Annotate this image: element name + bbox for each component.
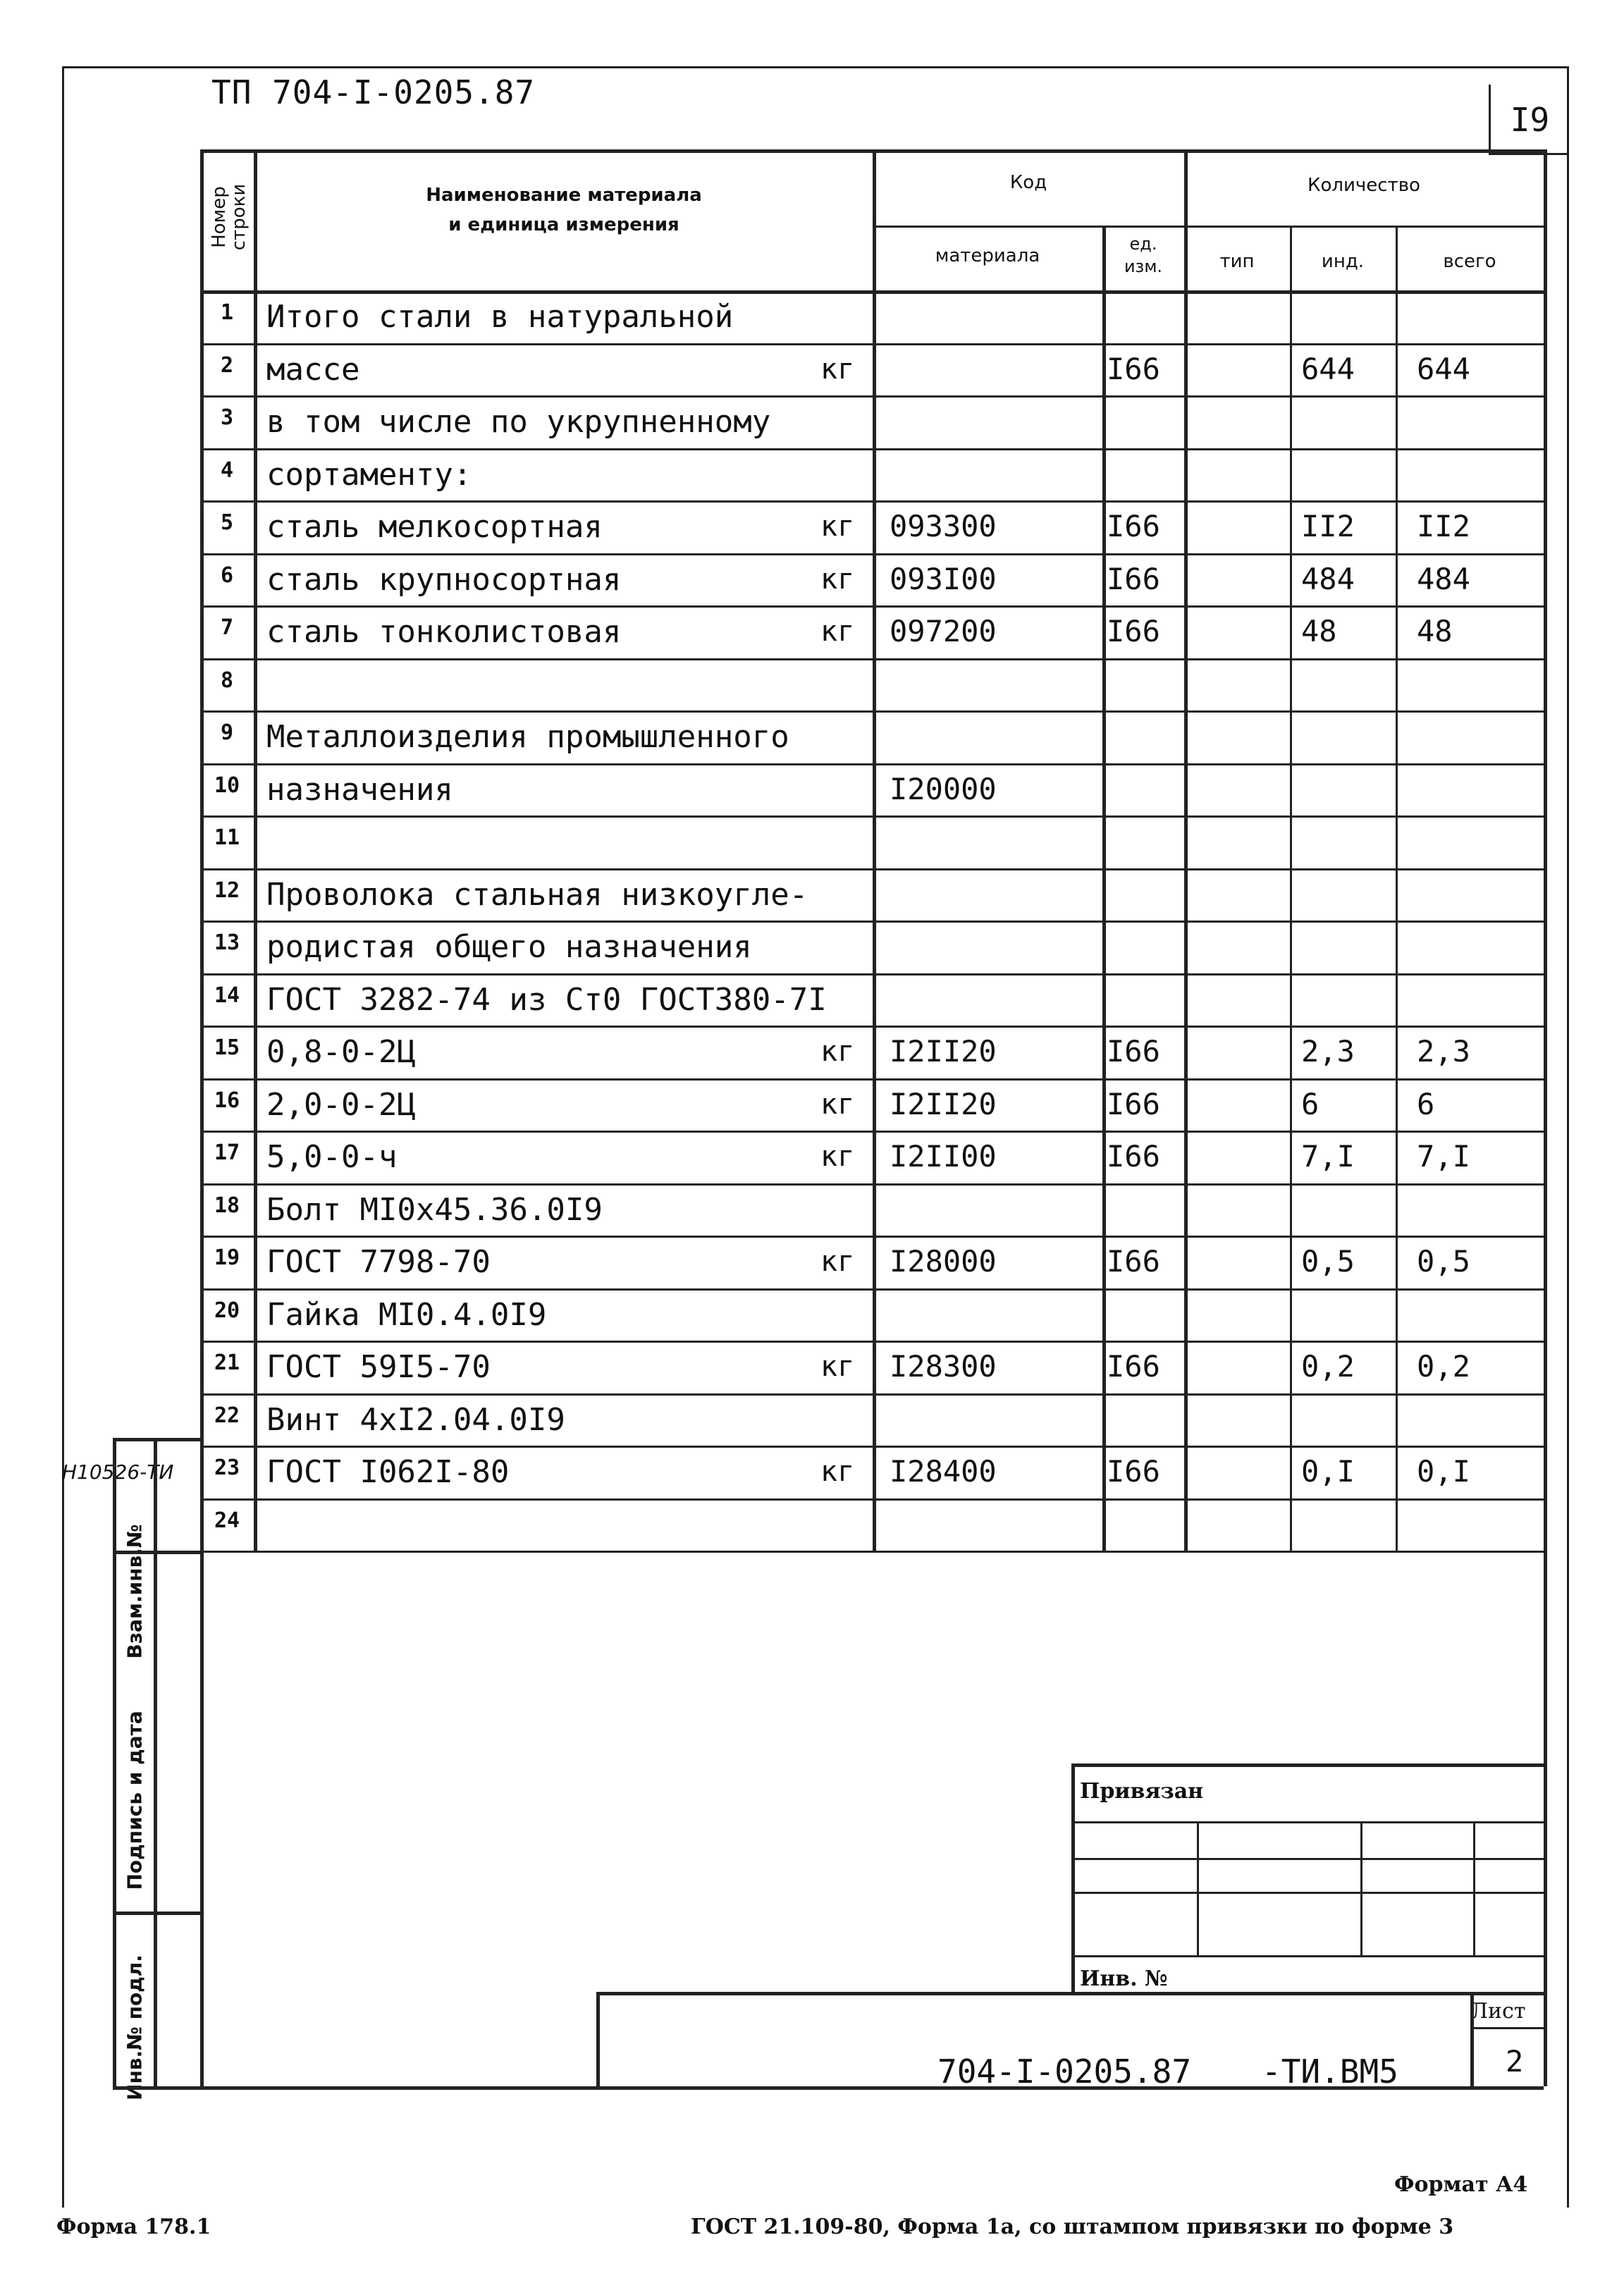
unit-code: I66 bbox=[1107, 1139, 1160, 1174]
binding-stamp-top bbox=[1071, 1763, 1544, 1767]
row-line bbox=[200, 1131, 1544, 1133]
material-name: ГОСТ I062I-80 bbox=[266, 1454, 510, 1490]
binding-col bbox=[1473, 1821, 1475, 1955]
material-name: Проволока стальная низкоугле- bbox=[266, 876, 808, 913]
header-code-material: материала bbox=[935, 245, 1040, 266]
binding-row bbox=[1071, 1955, 1544, 1957]
row-number: 18 bbox=[214, 1193, 240, 1218]
title-block-top bbox=[596, 1992, 1544, 1995]
side-stamp-divider bbox=[113, 1551, 200, 1554]
header-qty-type: тип bbox=[1219, 251, 1255, 272]
header-qty-total: всего bbox=[1443, 251, 1496, 272]
row-line bbox=[200, 1341, 1544, 1343]
side-stamp-podpis-data: Подпись и дата bbox=[123, 1711, 147, 1890]
handwritten-inventory-note: Н10526-ТИ bbox=[62, 1460, 174, 1484]
row-number: 16 bbox=[214, 1088, 240, 1113]
row-number: 9 bbox=[220, 720, 234, 745]
material-name: 5,0-0-ч bbox=[266, 1139, 398, 1175]
qty-total-value: 0,I bbox=[1417, 1454, 1470, 1489]
material-name: Винт 4xI2.04.0I9 bbox=[266, 1401, 565, 1438]
qty-ind-value: 0,2 bbox=[1301, 1349, 1355, 1384]
title-block-sheet-label: Лист bbox=[1470, 1999, 1526, 2024]
qty-ind-value: 644 bbox=[1301, 351, 1355, 386]
qty-total-value: 0,5 bbox=[1417, 1244, 1470, 1279]
binding-stamp-left bbox=[1071, 1763, 1075, 1992]
table-left-continued bbox=[200, 1551, 204, 2086]
side-stamp-inner bbox=[154, 1438, 157, 2086]
unit-of-measure: кг bbox=[820, 1455, 855, 1488]
row-number: 14 bbox=[214, 983, 240, 1008]
row-number: 8 bbox=[220, 667, 234, 693]
qty-ind-value: 7,I bbox=[1301, 1139, 1355, 1174]
row-line bbox=[200, 658, 1544, 660]
material-code: I2II20 bbox=[890, 1034, 997, 1069]
material-code: I2II00 bbox=[890, 1139, 997, 1174]
row-number: 3 bbox=[220, 405, 234, 430]
binding-col bbox=[1360, 1821, 1362, 1955]
material-code: 097200 bbox=[890, 614, 997, 648]
row-line bbox=[200, 710, 1544, 713]
qty-ind-value: 48 bbox=[1301, 614, 1337, 648]
qty-total-value: 48 bbox=[1417, 614, 1453, 648]
side-stamp-vzam-inv: Взам.инв.№ bbox=[123, 1524, 147, 1659]
unit-code: I66 bbox=[1107, 1244, 1160, 1279]
code-material-divider bbox=[1102, 226, 1106, 1551]
unit-code: I66 bbox=[1107, 1086, 1160, 1121]
qty-total-value: 644 bbox=[1417, 351, 1470, 386]
unit-code: I66 bbox=[1107, 1454, 1160, 1489]
row-number: 4 bbox=[220, 457, 234, 483]
row-number: 11 bbox=[214, 825, 240, 850]
row-line bbox=[200, 1551, 1544, 1553]
title-block-sheet-divider bbox=[1470, 1992, 1474, 2086]
row-line bbox=[200, 395, 1544, 398]
header-name-line1: Наименование материала bbox=[426, 185, 702, 206]
material-name: Болт MI0x45.36.0I9 bbox=[266, 1191, 603, 1228]
title-block-suffix: -ТИ.ВМ5 bbox=[1262, 2052, 1398, 2091]
row-line bbox=[200, 1498, 1544, 1501]
qty-total-value: 6 bbox=[1417, 1086, 1435, 1121]
title-block-left bbox=[596, 1992, 600, 2086]
row-number: 22 bbox=[214, 1403, 240, 1428]
qty-ind-value: 484 bbox=[1301, 561, 1355, 596]
row-line bbox=[200, 1183, 1544, 1186]
unit-of-measure: кг bbox=[820, 352, 855, 386]
row-number: 6 bbox=[220, 562, 234, 588]
row-line bbox=[200, 1446, 1544, 1448]
table-top-border bbox=[200, 149, 1544, 153]
material-code: 093300 bbox=[890, 509, 997, 543]
table-right-continued bbox=[1544, 1551, 1547, 2086]
row-line bbox=[200, 1236, 1544, 1238]
row-line bbox=[200, 500, 1544, 503]
side-stamp-inv-podl: Инв.№ подл. bbox=[123, 1954, 147, 2100]
qty-total-value: 484 bbox=[1417, 561, 1470, 596]
unit-of-measure: кг bbox=[820, 615, 855, 648]
material-name: сталь тонколистовая bbox=[266, 614, 622, 650]
footer-format: Формат А4 bbox=[1394, 2172, 1528, 2197]
material-name: ГОСТ 59I5-70 bbox=[266, 1349, 491, 1385]
row-line bbox=[200, 343, 1544, 345]
material-name: Гайка MI0.4.0I9 bbox=[266, 1296, 547, 1333]
row-line bbox=[200, 1288, 1544, 1291]
header-bottom-border bbox=[200, 290, 1544, 294]
qty-ind-value: 6 bbox=[1301, 1086, 1320, 1121]
bottom-border bbox=[113, 2086, 1544, 2090]
unit-code: I66 bbox=[1107, 614, 1160, 648]
row-number: 23 bbox=[214, 1455, 240, 1480]
unit-of-measure: кг bbox=[820, 1350, 855, 1383]
row-number: 12 bbox=[214, 878, 240, 903]
material-name: сталь мелкосортная bbox=[266, 509, 603, 545]
qty-total-value: 0,2 bbox=[1417, 1349, 1470, 1384]
row-line bbox=[200, 973, 1544, 975]
header-row-number: Номер строки bbox=[209, 183, 250, 251]
row-number: 24 bbox=[214, 1508, 240, 1533]
qty-type-divider bbox=[1290, 226, 1292, 1551]
unit-of-measure: кг bbox=[820, 510, 855, 543]
qty-ind-value: 0,5 bbox=[1301, 1244, 1355, 1279]
qty-ind-divider bbox=[1396, 226, 1398, 1551]
row-line bbox=[200, 448, 1544, 450]
material-name: массе bbox=[266, 351, 360, 388]
binding-col bbox=[1197, 1821, 1199, 1955]
header-code-unit-line2: изм. bbox=[1124, 257, 1163, 276]
unit-of-measure: кг bbox=[820, 1035, 855, 1068]
qty-total-value: II2 bbox=[1417, 509, 1470, 543]
material-name: назначения bbox=[266, 771, 453, 808]
row-line bbox=[200, 553, 1544, 555]
side-stamp-outer bbox=[113, 1438, 116, 2086]
binding-stamp-inv-no: Инв. № bbox=[1080, 1966, 1168, 1991]
row-line bbox=[200, 763, 1544, 765]
header-code: Код bbox=[1009, 172, 1047, 193]
row-line bbox=[200, 1078, 1544, 1081]
material-code: I28400 bbox=[890, 1454, 997, 1489]
row-number: 1 bbox=[220, 300, 234, 325]
page-frame bbox=[62, 66, 1569, 2208]
unit-of-measure: кг bbox=[820, 1245, 855, 1278]
header-sub-line bbox=[873, 226, 1544, 228]
unit-code: I66 bbox=[1107, 561, 1160, 596]
material-code: I20000 bbox=[890, 771, 997, 806]
title-block-sheet-line bbox=[1470, 2027, 1544, 2029]
material-name: ГОСТ 3282-74 из Ст0 ГОСТ380-7I bbox=[266, 981, 827, 1018]
unit-code: I66 bbox=[1107, 1034, 1160, 1069]
row-line bbox=[200, 815, 1544, 818]
unit-of-measure: кг bbox=[820, 562, 855, 596]
row-number: 2 bbox=[220, 352, 234, 378]
row-number: 20 bbox=[214, 1298, 240, 1323]
side-stamp-divider bbox=[113, 1912, 200, 1915]
row-line bbox=[200, 1393, 1544, 1396]
material-name: в том числе по укрупненному bbox=[266, 404, 771, 440]
material-name: 2,0-0-2Ц bbox=[266, 1086, 416, 1123]
qty-ind-value: 2,3 bbox=[1301, 1034, 1355, 1069]
material-name: сталь крупносортная bbox=[266, 561, 622, 598]
material-name: 0,8-0-2Ц bbox=[266, 1034, 416, 1070]
row-number: 13 bbox=[214, 930, 240, 955]
row-number: 7 bbox=[220, 615, 234, 640]
row-line bbox=[200, 868, 1544, 870]
row-number: 21 bbox=[214, 1350, 240, 1375]
material-code: I28000 bbox=[890, 1244, 997, 1279]
unit-code: I66 bbox=[1107, 509, 1160, 543]
row-line bbox=[200, 1026, 1544, 1028]
footer-form: Форма 178.1 bbox=[56, 2215, 211, 2239]
sheet-number: I9 bbox=[1489, 85, 1569, 155]
row-number: 19 bbox=[214, 1245, 240, 1270]
material-name: Металлоизделия промышленного bbox=[266, 719, 789, 755]
unit-code: I66 bbox=[1107, 351, 1160, 386]
footer-gost: ГОСТ 21.109-80, Форма 1а, со штампом привязки по форме 3 bbox=[691, 2215, 1454, 2239]
header-qty-ind: инд. bbox=[1321, 251, 1365, 272]
row-line bbox=[200, 605, 1544, 608]
side-stamp-top bbox=[113, 1438, 200, 1441]
table-right-border bbox=[1544, 149, 1547, 1551]
title-block-designation: 704-I-0205.87 bbox=[937, 2052, 1192, 2091]
header-name-line2: и единица измерения bbox=[448, 214, 679, 235]
header-quantity: Количество bbox=[1308, 175, 1420, 196]
binding-stamp-privyazan: Привязан bbox=[1080, 1779, 1204, 1804]
material-code: I28300 bbox=[890, 1349, 997, 1384]
unit-code: I66 bbox=[1107, 1349, 1160, 1384]
material-name: ГОСТ 7798-70 bbox=[266, 1244, 491, 1280]
row-number: 5 bbox=[220, 510, 234, 535]
material-name: родистая общего назначения bbox=[266, 929, 752, 965]
qty-total-value: 2,3 bbox=[1417, 1034, 1470, 1069]
row-number: 10 bbox=[214, 772, 240, 798]
header-code-unit-line1: ед. bbox=[1129, 234, 1157, 254]
material-name: Итого стали в натуральной bbox=[266, 299, 734, 335]
qty-ind-value: 0,I bbox=[1301, 1454, 1355, 1489]
qty-total-value: 7,I bbox=[1417, 1139, 1470, 1174]
unit-of-measure: кг bbox=[820, 1088, 855, 1121]
row-number: 15 bbox=[214, 1035, 240, 1060]
unit-of-measure: кг bbox=[820, 1140, 855, 1173]
document-code: ТП 704-I-0205.87 bbox=[211, 73, 536, 111]
material-code: I2II20 bbox=[890, 1086, 997, 1121]
material-code: 093I00 bbox=[890, 561, 997, 596]
row-line bbox=[200, 921, 1544, 923]
material-name: сортаменту: bbox=[266, 456, 472, 493]
row-number: 17 bbox=[214, 1140, 240, 1165]
title-block-sheet-value: 2 bbox=[1506, 2044, 1524, 2079]
qty-ind-value: II2 bbox=[1301, 509, 1355, 543]
